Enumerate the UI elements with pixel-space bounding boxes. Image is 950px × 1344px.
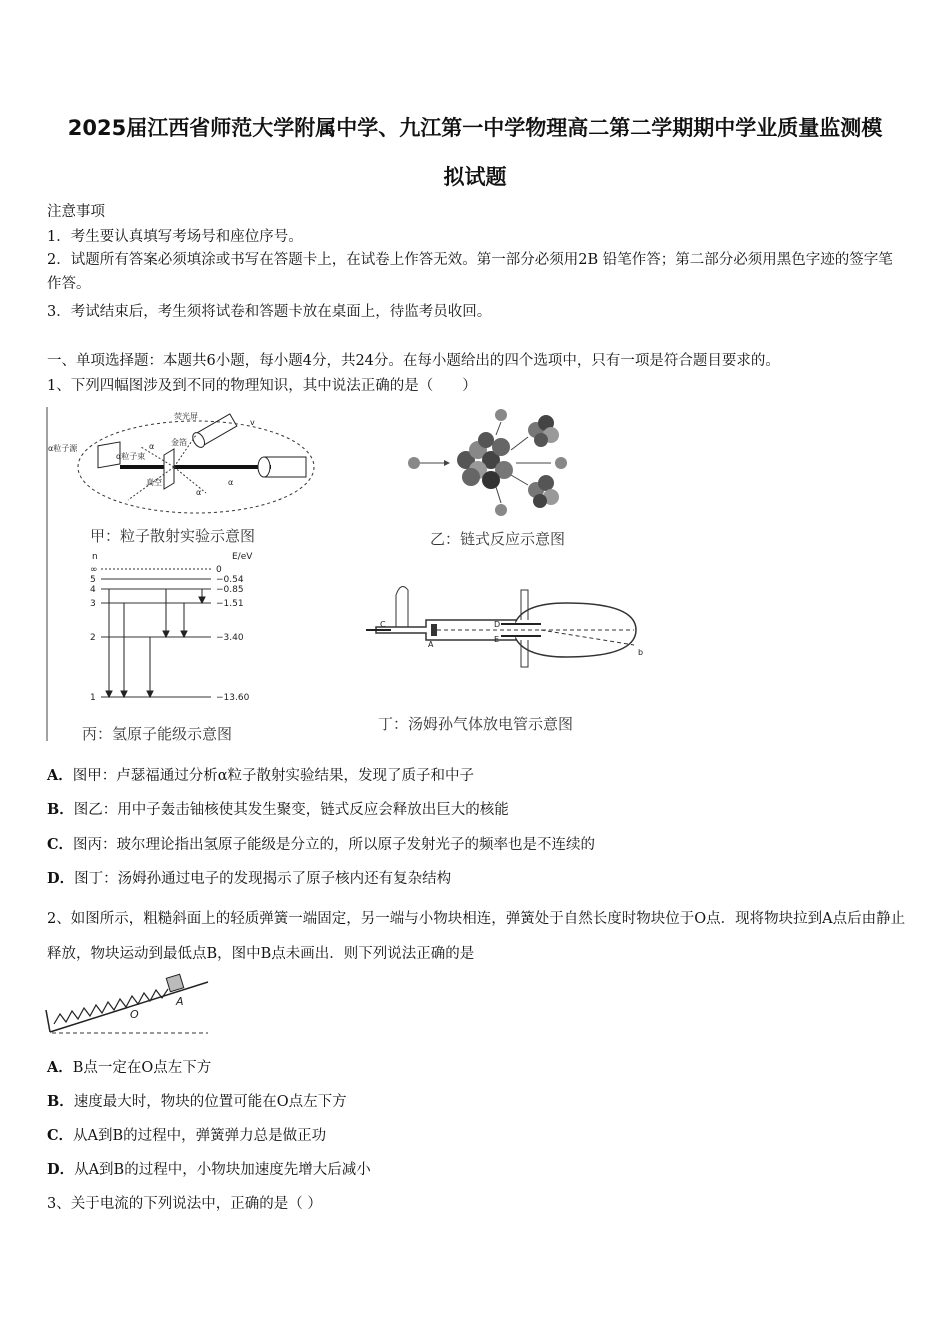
q1-figure [46,405,644,743]
caption-panel-b: 乙：链式反应示意图 [430,530,566,548]
q3-stem: 3、关于电流的下列说法中，正确的是（ ） [47,1196,322,1212]
level-n-5: 5 [90,575,96,585]
q2-option-c: C．从A到B的过程中，弹簧弹力总是做正功 [47,1127,327,1144]
q1-stem: 1、下列四幅图涉及到不同的物理知识，其中说法正确的是（ ） [47,378,477,394]
q2-stem: 2、如图所示，粗糙斜面上的轻质弹簧一端固定，另一端与小物块相连，弹簧处于自然长度时物块位于O点．现将物块拉到A点后由静止释放，物块运动到最低点B，图中B点未画出．则下列说法正确的是 [47,911,906,962]
label-vacuum: 真空 [146,478,162,487]
q1-option-d: D．图丁：汤姆孙通过电子的发现揭示了原子核内还有复杂结构 [47,870,452,887]
q2-option-a: A．B点一定在O点左下方 [47,1059,212,1076]
section-heading: 一、单项选择题：本题共6小题，每小题4分，共24分。在每小题给出的四个选项中，只有一项是符合题目要求的。 [47,353,780,369]
q2-option-b: B．速度最大时，物块的位置可能在O点左下方 [47,1093,347,1110]
chain-reaction-diagram [408,409,567,516]
label-a-point: A [176,995,184,1008]
q2-option-d: D．从A到B的过程中，小物块加速度先增大后减小 [47,1161,371,1178]
label-d: D [494,620,501,629]
level-n-3: 3 [90,599,96,609]
levels-axis-e: E/eV [232,552,253,562]
notice-heading: 注意事项 [47,204,105,220]
level-e-inf: 0 [216,565,222,575]
label-e: E [494,635,500,644]
label-alpha-1: α [149,442,155,451]
q1-option-b: B．图乙：用中子轰击铀核使其发生聚变，链式反应会释放出巨大的核能 [47,801,509,818]
label-v: v [250,418,255,427]
alpha-scattering-diagram [48,411,314,513]
notice-item-3: 3．考试结束后，考生须将试卷和答题卡放在桌面上，待监考员收回。 [47,304,492,320]
label-alpha-3: α [228,478,234,487]
level-e-3: −1.51 [216,599,244,609]
label-b: b [638,648,644,657]
level-n-1: 1 [90,693,96,703]
levels-axis-n: n [92,552,98,562]
level-e-5: −0.54 [216,575,244,585]
notice-item-1: 1．考生要认真填写考场号和座位序号。 [47,229,303,245]
thomson-tube-diagram [366,586,643,667]
level-e-1: −13.60 [216,693,250,703]
level-e-2: −3.40 [216,633,244,643]
label-o: O [130,1008,139,1021]
label-c: C [380,620,386,629]
page-title-line-2: 拟试题 [443,165,507,189]
label-alpha-source: α粒子源 [48,444,78,453]
hydrogen-energy-levels-diagram [90,552,253,703]
level-n-inf: ∞ [90,565,98,575]
label-alpha-beam: α粒子束 [116,452,146,461]
level-n-2: 2 [90,633,96,643]
notice-item-2: 2．试题所有答案必须填涂或书写在答题卡上，在试卷上作答无效。第一部分必须用2B 铅笔作答；第二部分必须用黑色字迹的签字笔作答。 [47,252,893,292]
label-screen: 荧光屏 [174,412,198,421]
caption-panel-d: 丁：汤姆孙气体放电管示意图 [378,715,574,733]
q1-option-a: A．图甲：卢瑟福通过分析α粒子散射实验结果，发现了质子和中子 [47,767,475,784]
level-n-4: 4 [90,585,96,595]
q2-figure [46,972,216,1036]
level-e-4: −0.85 [216,585,244,595]
q1-option-c: C．图丙：玻尔理论指出氢原子能级是分立的，所以原子发射光子的频率也是不连续的 [47,836,596,853]
label-a: A [428,640,434,649]
q1-figure-svg [46,405,644,743]
caption-panel-a: 甲：粒子散射实验示意图 [90,527,256,545]
page-title-line-1: 2025届江西省师范大学附属中学、九江第一中学物理高二第二学期期中学业质量监测模 [67,116,883,140]
label-foil: 金箔 [171,438,187,447]
label-alpha-2: α [196,488,202,497]
caption-panel-c: 丙：氢原子能级示意图 [82,725,233,743]
